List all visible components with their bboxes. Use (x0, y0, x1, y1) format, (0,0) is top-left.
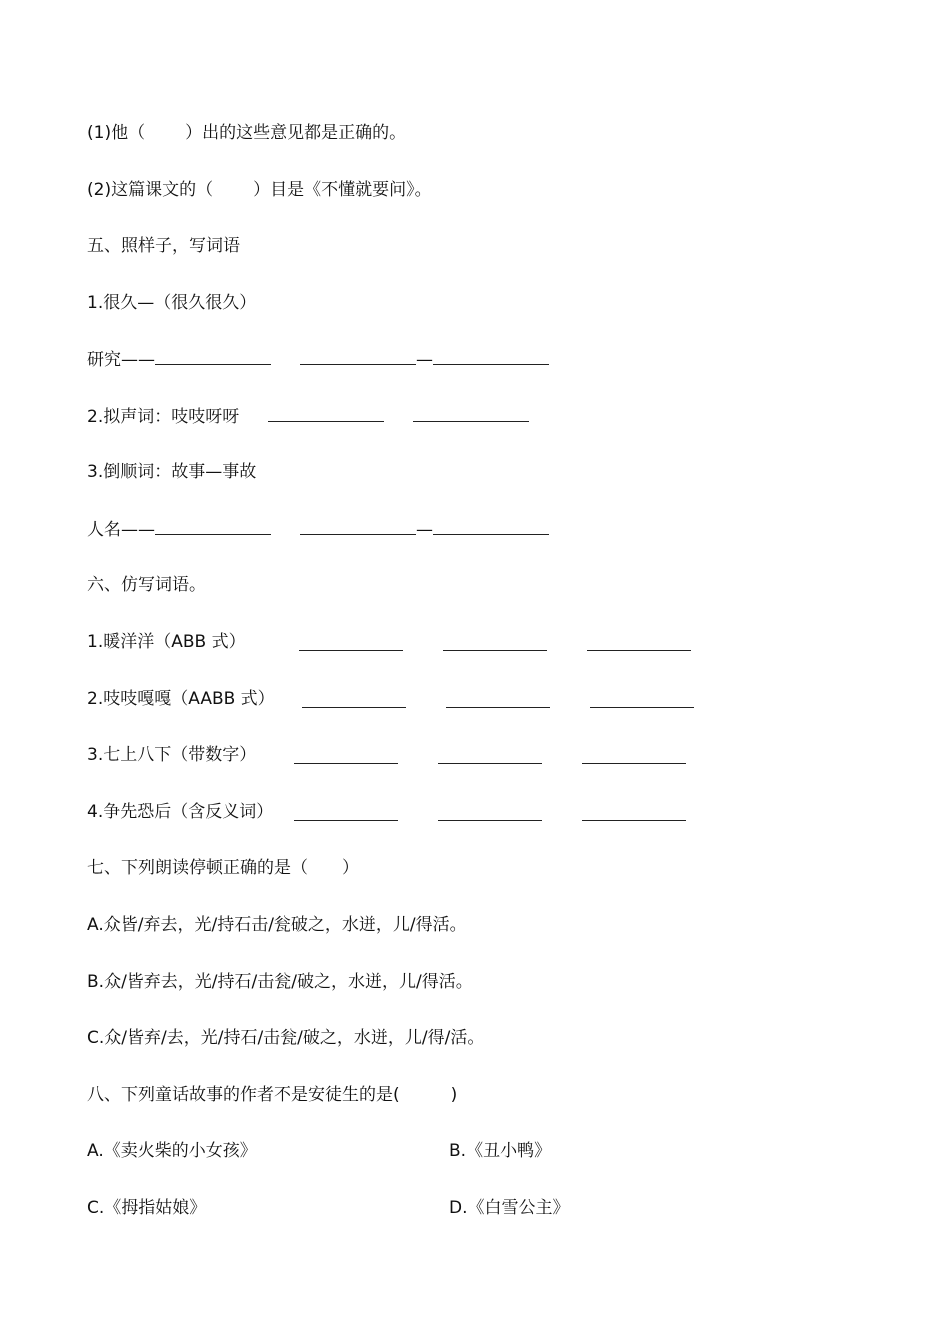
answer-blank[interactable] (299, 633, 403, 651)
q5-row-3 (87, 517, 549, 541)
q4-item-1 (87, 121, 406, 145)
answer-blank[interactable] (268, 404, 384, 422)
q4-item-2 (87, 178, 432, 202)
answer-blank[interactable] (438, 803, 542, 821)
answer-blank[interactable] (294, 803, 398, 821)
q6-item-4: 4.争先恐后（含反义词） (87, 802, 274, 822)
q7-option-a[interactable]: A.众皆/弃去，光/持石击/瓮破之，水迸，儿/得活。 (87, 915, 467, 935)
answer-blank[interactable] (582, 746, 686, 764)
q5-example-2: 2.拟声词：吱吱呀呀 (87, 407, 240, 427)
answer-blank[interactable] (300, 517, 416, 535)
q5-row-2 (87, 404, 529, 428)
q6-item-2: 2.吱吱嘎嘎（AABB 式） (87, 689, 275, 709)
q8-option-c[interactable]: C.《拇指姑娘》 (87, 1198, 207, 1218)
q8-heading: 八、下列童话故事的作者不是安徒生的是( ) (87, 1085, 458, 1105)
answer-blank[interactable] (590, 690, 694, 708)
q5-example-3: 3.倒顺词：故事—事故 (87, 462, 257, 482)
q5-example-1: 1.很久—（很久很久） (87, 293, 257, 313)
answer-blank[interactable] (587, 633, 691, 651)
q6-heading: 六、仿写词语。 (87, 575, 206, 595)
answer-blank[interactable] (433, 517, 549, 535)
q6-item-1-label: 1.暖洋洋（ABB 式） (87, 632, 246, 652)
q5-row-1-prefix: 研究—— (87, 350, 155, 370)
answer-blank[interactable] (582, 803, 686, 821)
q4-item-1-suffix: ）出的这些意见都是正确的。 (185, 123, 407, 143)
dash: — (416, 520, 433, 540)
q6-item-3: 3.七上八下（带数字） (87, 745, 257, 765)
answer-blank[interactable] (443, 633, 547, 651)
q8-option-d[interactable]: D.《白雪公主》 (449, 1198, 570, 1218)
q6-item-1 (87, 630, 299, 654)
q8-option-a[interactable]: A.《卖火柴的小女孩》 (87, 1141, 257, 1161)
q4-item-1-prefix: (1)他（ (87, 123, 146, 143)
q7-option-c[interactable]: C.众/皆弃/去，光/持石/击瓮/破之，水迸，儿/得/活。 (87, 1028, 485, 1048)
answer-blank[interactable] (155, 517, 271, 535)
q8-option-b[interactable]: B.《丑小鸭》 (449, 1141, 552, 1161)
q7-option-b[interactable]: B.众/皆弃去，光/持石/击瓮/破之，水迸，儿/得活。 (87, 972, 473, 992)
q7-heading: 七、下列朗读停顿正确的是（ ） (87, 858, 359, 878)
q4-item-2-prefix: (2)这篇课文的（ (87, 180, 214, 200)
answer-blank[interactable] (302, 690, 406, 708)
dash: — (416, 350, 433, 370)
q5-row-1 (87, 347, 549, 371)
answer-blank[interactable] (438, 746, 542, 764)
answer-blank[interactable] (433, 347, 549, 365)
q5-row-3-prefix: 人名—— (87, 520, 155, 540)
q5-heading: 五、照样子，写词语 (87, 236, 240, 256)
answer-blank[interactable] (294, 746, 398, 764)
answer-blank[interactable] (413, 404, 529, 422)
answer-blank[interactable] (155, 347, 271, 365)
answer-blank[interactable] (300, 347, 416, 365)
answer-blank[interactable] (446, 690, 550, 708)
q4-item-2-suffix: ）目是《不懂就要问》。 (253, 180, 432, 200)
